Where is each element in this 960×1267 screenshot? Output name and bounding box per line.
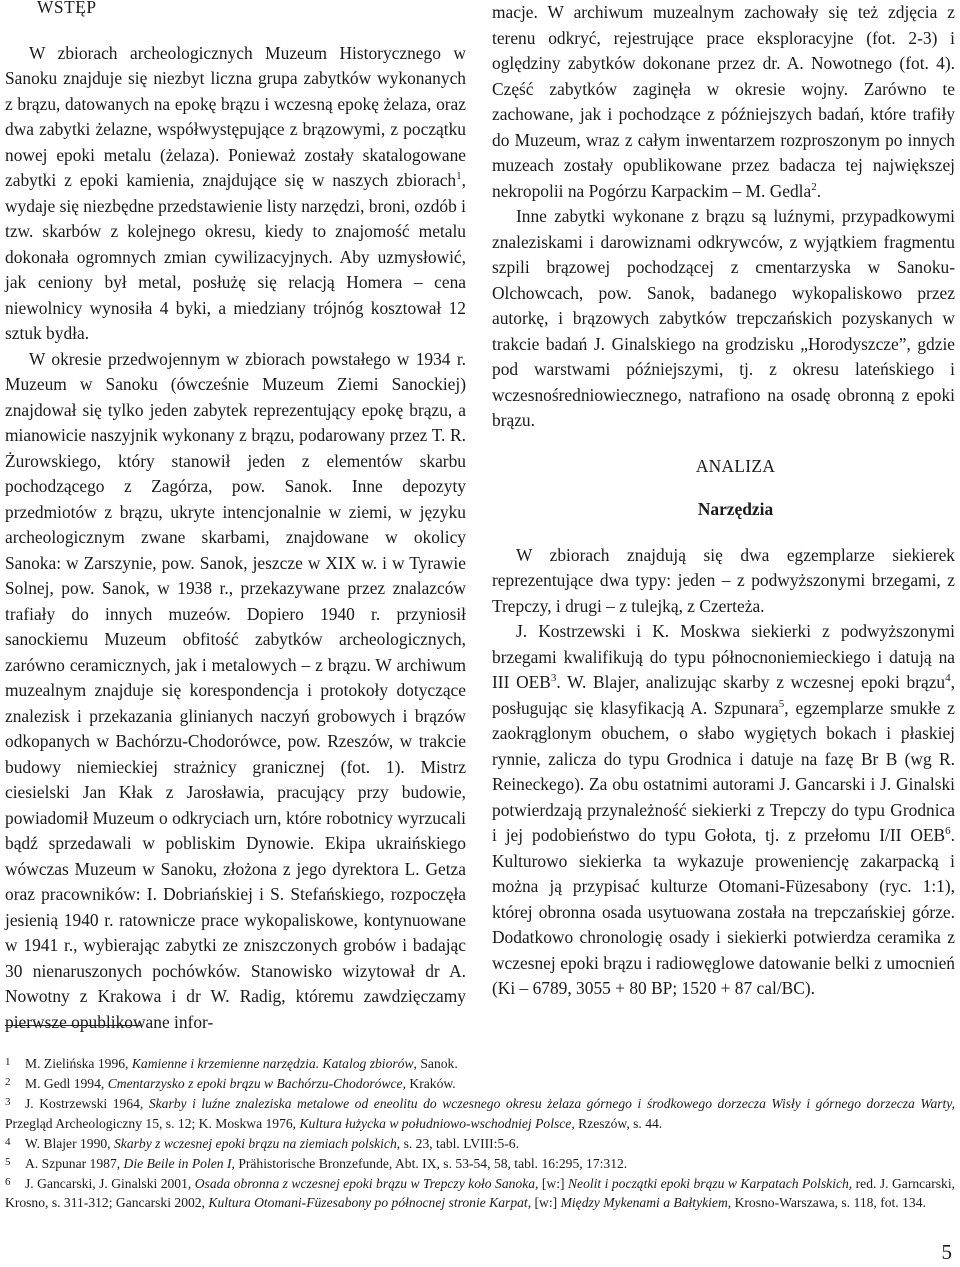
footnote-number: 6: [5, 1176, 11, 1189]
footnote-text: J. Kostrzewski 1964,: [25, 1096, 149, 1112]
footnote-number: 5: [5, 1156, 11, 1169]
footnote-text: W. Blajer 1990,: [25, 1135, 114, 1151]
footnote-title: Skarby z wczesnej epoki brązu na ziemiach polskich: [113, 1135, 397, 1151]
paragraph-text: macje. W archiwum muzealnym zachowały się też zdjęcia z terenu odkryć, rejestrujące prace eksploracyjne (fot. 2-3) i oględziny zabytków dokonane przez dr. A. Nowotnego (fot. 4). Część zabytków zaginęła w okresie wojny. Zarówno te zachowane, jak i pochodzące z późniejszych badań, które trafiły do Muzeum, wraz z całym inwentarzem rozproszonym po innych muzeach zostały opublikowane przez badacza tej największej nekropolii na Pogórzu Karpackim – M. Gedla: [492, 2, 955, 201]
footnote: [5, 1053, 955, 1073]
footnote-text: , s. 23, tabl. LVIII:5-6.: [396, 1135, 519, 1151]
footnote-ref: 6: [945, 825, 951, 838]
footnote: [5, 1133, 955, 1153]
footnote-text: J. Gancarski, J. Ginalski 2001,: [25, 1176, 195, 1192]
footnote-text: M. Gedl 1994,: [25, 1076, 108, 1092]
footnote-number: 2: [5, 1076, 11, 1089]
footnote-title: Kultura Otomani-Füzesabony po północnej stronie Karpat,: [208, 1195, 532, 1211]
footnote-ref: 3: [550, 672, 557, 685]
footnote-text: M. Zielińska 1996,: [25, 1056, 132, 1071]
paragraph-text: , egzemplarze smukłe z zaokrąglonym obuchem, o słabo wygiętych bokach i płaskiej rynnie, zalicza do typu Grodnica i datuje na fazę Br B (wg R. Reineckego). Za obu ostatnimi autorami J. Gancarski i J. Ginalski potwierdzają przynależność siekierki z Trepczy do typu Grodnica i jej podobieństwo do typu Gołota, tj. z przełomu I/II OEB: [492, 697, 955, 845]
page-number: 5: [941, 1240, 952, 1264]
paragraph: W zbiorach znajdują się dwa egzemplarze siekierek reprezentujące dwa typy: jeden – z podwyższonymi brzegami, z Trepczy, i drugi – z tulejką, z Czerteża.: [492, 544, 955, 616]
footnote-title: Między Mykenami a Bałtykiem: [560, 1195, 728, 1211]
paragraph: [492, 619, 955, 1002]
footnote-title: Kultura łużycka w południowo-wschodniej Polsce,: [299, 1115, 575, 1131]
footnote-text: Rzeszów, s. 44.: [574, 1115, 663, 1131]
paragraph: W okresie przedwojennym w zbiorach powstałego w 1934 r. Muzeum w Sanoku (ówcześnie Muzeum Ziemi Sanockiej) znajdował się tylko jeden zabytek reprezentujący epokę brązu, a mianowicie naszyjnik wykonany z brązu, podarowany przez T. R. Żurowskiego, który stanowił jeden z elementów skarbu pochodzącego z Zagórza, pow. Sanok. Inne depozyty przedmiotów z brązu, ukryte intencjonalnie w ziemi, w języku archeologicznym zwane skarbami, znajdowane w okolicy Sanoka: w Zarszynie, pow. Sanok, jeszcze w XIX w. i w Tyrawie Solnej, pow. Sanok, w 1938 r., przekazywane przez znalazców trafiały do innych muzeów. Dopiero 1940 r. przyniosił sanockiemu Muzeum obfitość zabytków archeologicznych, zarówno ceramicznych, jak i metalowych – z brązu. W archiwum muzealnym znajduje się korespondencja i protokoły dotyczące znalezisk i przekazania glinianych naczyń grobowych i brązów odkopanych w Bachórzu-Chodorówce, pow. Rzeszów, w trakcie budowy niemieckiej strażnicy granicznej (fot. 1). Mistrz ciesielski Jan Kłak z Jarosławia, pracujący przy budowie, powiadomił Muzeum o odkryciach urn, które robotnicy wyrzucali bądź sprzedawali w pobliskim Dynowie. Ekipa ukraińskiego wówczas Muzeum w Sanoku, złożona z jego dyrektora L. Getza oraz pracowników: I. Dobriańskiej i S. Stefańskiego, rozpoczęła jesienią 1940 r. ratownicze prace wykopaliskowe, kontynuowane w 1941 r., wybierając zabytki ze zniszczonych grobów i badając 30 nienaruszonych pochówków. Stanowisko wizytował dr A. Nowotny z Krakowa i dr W. Radig, któremu zawdzięczamy pierwsze opublikowane infor-: [5, 348, 466, 1032]
footnote-number: 1: [5, 1056, 11, 1068]
footnote-text: A. Szpunar 1987,: [25, 1156, 124, 1172]
subsection-heading-narzedzia: Narzędzia: [697, 499, 774, 519]
section-heading-wstep: WSTĘP: [37, 0, 97, 17]
paragraph-text: W zbiorach archeologicznych Muzeum Historycznego w Sanoku znajduje się niezbyt liczna grupa zabytków wykonanych z brązu, datowanych na epokę brązu i wczesną epokę żelaza, oraz dwa zabytki żelazne, współwystępujące z brązowymi, z początku nowej epoki metalu (żelaza). Ponieważ zostały skatalogowane zabytki z epoki kamienia, znajdujące się w naszych zbiorach: [5, 42, 466, 190]
footnote-title: Kamienne i krzemienne narzędzia. Katalog zbiorów: [131, 1056, 414, 1071]
paragraph: [492, 0, 955, 204]
left-column: [5, 0, 466, 1035]
footnote: [5, 1173, 955, 1212]
paragraph-text: , wydaje się niezbędne przedstawienie listy narzędzi, broni, ozdób i tzw. skarbów z kolejnego okresu, kiedy to znajomość metalu dokonała ogromnych zmian cywilizacyjnych. Aby uzmysłowić, jak ceniony był metal, posłużę się relacją Homera – cena niewolnicy wynosiła 4 byki, a miedziany trójnóg kosztował 12 sztuk bydła.: [5, 170, 466, 343]
footnote-number: 4: [5, 1135, 11, 1148]
paragraph: Inne zabytki wykonane z brązu są luźnymi, przypadkowymi znaleziskami i darowiznami odkrywców, z wyjątkiem fragmentu szpili brązowej pochodzącej z cmentarzyska w Sanoku-Olchowcach, pow. Sanok, badanego wykopaliskowo przez autorkę, i brązowych zabytków trepczańskich pozyskanych w trakcie badań J. Ginalskiego na grodzisku „Horodyszcze”, gdzie pod warstwami późniejszymi, tj. z okresu lateńskiego i wczesnośredniowiecznego, natrafiono na osadę obronną z epoki brązu.: [492, 206, 955, 430]
footnote-title: Cmentarzysko z epoki brązu w Bachórzu-Chodorówce,: [107, 1076, 406, 1092]
footnote-number: 3: [5, 1096, 11, 1109]
footnote: [5, 1153, 955, 1173]
paragraph-text: .: [816, 180, 822, 201]
footnotes: [5, 1053, 955, 1213]
right-column: [492, 0, 955, 1002]
paragraph-text: , posługując się klasyfikacją A. Szpunara: [492, 672, 955, 718]
paragraph: [5, 41, 466, 347]
footnote-rule: [5, 1025, 140, 1026]
footnote: [5, 1073, 955, 1093]
footnote-title: Skarby i luźne znaleziska metalowe od eneolitu do wczesnego okresu żelaza górnego i środkowego dorzecza Wisły i górnego dorzecza Warty,: [148, 1096, 955, 1112]
footnote-text: [w:]: [531, 1195, 561, 1211]
footnote-text: Przegląd Archeologiczny 15, s. 12; K. Moskwa 1976,: [5, 1115, 300, 1131]
paragraph-text: . W. Blajer, analizując skarby z wczesnej epoki brązu: [556, 672, 946, 692]
footnote-text: Kraków.: [406, 1076, 456, 1092]
section-heading-analiza: ANALIZA: [695, 455, 776, 476]
footnote-text: [w:]: [538, 1176, 568, 1192]
footnote-title: Die Beile in Polen I: [123, 1156, 232, 1172]
paragraph-text: J. Kostrzewski i K. Moskwa siekierki z podwyższonymi brzegami kwalifikują do typu północnoniemieckiego i datują na III OEB: [492, 621, 955, 692]
footnote: [5, 1093, 955, 1132]
footnote-text: , Prähistorische Bronzefunde, Abt. IX, s. 53-54, 58, tabl. 16:295, 17:312.: [231, 1156, 628, 1172]
paragraph-text: . Kulturowo siekierka ta wykazuje proweniencję zakarpacką i można ją przypisać kulturze Otomani-Füzesabony (ryc. 1:1), której obronna osada usytuowana została na trepczańskiej górze. Dodatkowo chronologię osady i siekierki potwierdza ceramika z wczesnej epoki brązu i radiowęglowe datowanie belki z umocnień (Ki – 6789, 3055 + 80 BP; 1520 + 87 cal/BC).: [492, 825, 955, 998]
footnote-ref: 1: [456, 170, 462, 183]
footnote-ref: 4: [945, 672, 951, 685]
footnote-title: Neolit i początki epoki brązu w Karpatach Polskich,: [567, 1176, 853, 1192]
footnote-text: , Krosno-Warszawa, s. 118, fot. 134.: [727, 1195, 926, 1211]
footnote-ref: 2: [811, 180, 817, 193]
spacer: [5, 21, 466, 41]
spacer: [492, 523, 955, 543]
footnote-text: red. J. Garncarski, Krosno, s. 311-312; Gancarski 2002,: [5, 1176, 955, 1211]
footnote-text: , Sanok.: [413, 1056, 458, 1071]
footnote-title: Osada obronna z wczesnej epoki brązu w Trepczy koło Sanoka,: [194, 1176, 539, 1192]
footnote-ref: 5: [778, 697, 785, 710]
